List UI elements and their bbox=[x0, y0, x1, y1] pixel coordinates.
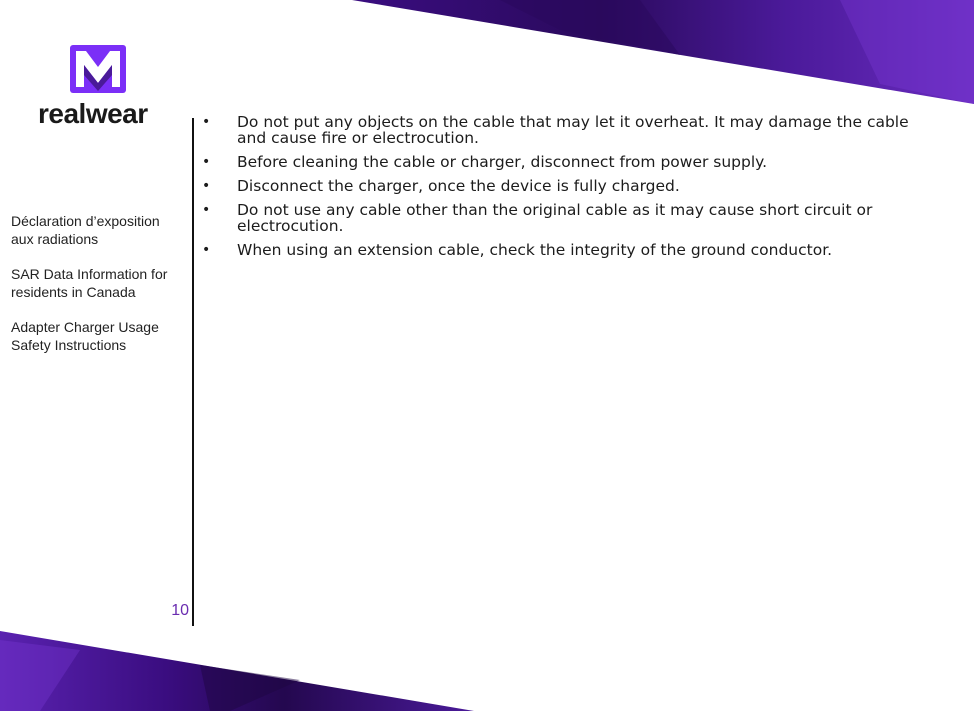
bullet-icon: • bbox=[202, 154, 211, 170]
safety-instructions-list bbox=[200, 114, 940, 266]
list-item-text: Before cleaning the cable or charger, disconnect from power supply. bbox=[237, 153, 768, 171]
bullet-icon: • bbox=[202, 202, 211, 218]
brand-wordmark: realwear bbox=[38, 98, 148, 129]
sidebar-item-radiation-exposure[interactable]: Déclaration d’exposition aux radiations bbox=[11, 213, 160, 247]
page-number: 10 bbox=[171, 602, 189, 619]
list-item bbox=[200, 202, 940, 234]
bullet-icon: • bbox=[202, 242, 211, 258]
list-item-text: Disconnect the charger, once the device is fully charged. bbox=[237, 177, 680, 195]
bullet-icon: • bbox=[202, 114, 211, 130]
sidebar bbox=[11, 212, 186, 371]
list-item-text: Do not use any cable other than the original cable as it may cause short circuit or electrocution. bbox=[237, 201, 873, 235]
list-item bbox=[200, 242, 940, 258]
bullet-icon: • bbox=[202, 178, 211, 194]
sidebar-item-charger-safety[interactable]: Adapter Charger Usage Safety Instructions bbox=[11, 319, 159, 353]
list-item-text: Do not put any objects on the cable that may let it overheat. It may damage the cable and cause fire or electrocution. bbox=[237, 113, 909, 147]
list-item-text: When using an extension cable, check the integrity of the ground conductor. bbox=[237, 241, 833, 259]
list-item bbox=[200, 178, 940, 194]
vertical-divider bbox=[192, 118, 194, 626]
list-item bbox=[200, 114, 940, 146]
sidebar-item-sar-data-canada[interactable]: SAR Data Information for residents in Canada bbox=[11, 266, 168, 300]
list-item bbox=[200, 154, 940, 170]
realwear-m-logo-icon bbox=[70, 45, 126, 95]
